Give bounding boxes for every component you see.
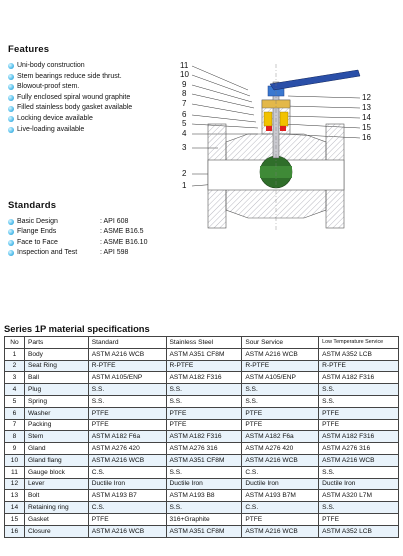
cell-sour-service: ASTM A216 WCB [242,525,319,537]
cell-no: 4 [5,384,25,396]
cell-sour-service: PTFE [242,419,319,431]
callout-5: 5 [182,119,187,128]
features-section [8,44,178,135]
bullet-icon [8,95,14,101]
cell-no: 8 [5,431,25,443]
cell-stainless-steel: ASTM A182 F316 [166,431,242,443]
cell-low-temperature-service: S.S. [319,502,399,514]
standards-list [8,217,198,258]
bullet-icon [8,74,14,80]
cell-standard: Ductile Iron [88,478,166,490]
cell-no: 1 [5,348,25,360]
cell-low-temperature-service: ASTM A276 316 [319,443,399,455]
cell-part: Retaining ring [24,502,88,514]
cell-low-temperature-service: PTFE [319,513,399,525]
callout-13: 13 [362,103,371,112]
cell-part: Stem [24,431,88,443]
col-header-stainless-steel: Stainless Steel [166,337,242,349]
bullet-icon [8,219,14,225]
cell-standard: PTFE [88,419,166,431]
callout-7: 7 [182,99,187,108]
cell-part: Seat Ring [24,360,88,372]
cell-part: Gasket [24,513,88,525]
cell-standard: ASTM A276 420 [88,443,166,455]
table-row [5,419,399,431]
cell-low-temperature-service: Ductile Iron [319,478,399,490]
cell-stainless-steel: ASTM A193 B8 [166,490,242,502]
table-row [5,407,399,419]
cell-standard: ASTM A182 F6a [88,431,166,443]
cell-stainless-steel: S.S. [166,395,242,407]
table-row [5,525,399,537]
cell-low-temperature-service: PTFE [319,419,399,431]
cell-low-temperature-service: ASTM A182 F316 [319,431,399,443]
table-row [5,454,399,466]
callout-11: 11 [180,61,189,70]
standard-row: Flange Ends : ASME B16.5 [8,227,198,237]
cell-stainless-steel: Ductile Iron [166,478,242,490]
cell-part: Spring [24,395,88,407]
cell-stainless-steel: 316+Graphite [166,513,242,525]
bullet-icon [8,250,14,256]
standards-section [8,200,198,258]
callout-2: 2 [182,169,187,178]
cell-no: 10 [5,454,25,466]
cell-low-temperature-service: S.S. [319,384,399,396]
lever-handle [270,70,360,90]
cell-sour-service: ASTM A193 B7M [242,490,319,502]
standard-row: Face to Face : ASME B16.10 [8,238,198,248]
cell-sour-service: C.S. [242,502,319,514]
cell-no: 15 [5,513,25,525]
features-list [8,61,178,135]
cell-standard: C.S. [88,466,166,478]
bullet-icon [8,127,14,133]
bullet-icon [8,84,14,90]
col-header-sour-service: Sour Service [242,337,319,349]
callout-16: 16 [362,133,371,142]
callout-12: 12 [362,93,371,102]
callout-8: 8 [182,89,187,98]
cell-standard: R-PTFE [88,360,166,372]
cell-low-temperature-service: R-PTFE [319,360,399,372]
cell-stainless-steel: ASTM A351 CF8M [166,525,242,537]
table-row [5,348,399,360]
cell-low-temperature-service: S.S. [319,395,399,407]
standards-title: Standards [8,200,57,211]
table-row [5,490,399,502]
col-header-no: No [5,337,25,349]
cell-standard: PTFE [88,513,166,525]
cell-no: 9 [5,443,25,455]
cell-part: Ball [24,372,88,384]
valve-cross-section-illustration [178,60,398,235]
standard-row: Inspection and Test : API 598 [8,248,198,258]
cell-sour-service: ASTM A105/ENP [242,372,319,384]
cell-sour-service: ASTM A216 WCB [242,348,319,360]
cell-standard: C.S. [88,502,166,514]
cell-no: 16 [5,525,25,537]
callout-4: 4 [182,129,187,138]
callout-3: 3 [182,143,187,152]
stem-seal-left [266,126,272,131]
cell-stainless-steel: S.S. [166,502,242,514]
cell-stainless-steel: PTFE [166,419,242,431]
bullet-icon [8,63,14,69]
cell-sour-service: ASTM A182 F6a [242,431,319,443]
cell-sour-service: ASTM A216 WCB [242,454,319,466]
table-row [5,466,399,478]
cell-no: 14 [5,502,25,514]
cell-stainless-steel: R-PTFE [166,360,242,372]
cell-standard: ASTM A216 WCB [88,348,166,360]
callout-15: 15 [362,123,371,132]
cell-part: Gland [24,443,88,455]
cell-part: Washer [24,407,88,419]
cell-no: 13 [5,490,25,502]
cell-sour-service: ASTM A276 420 [242,443,319,455]
cell-part: Plug [24,384,88,396]
cell-sour-service: PTFE [242,407,319,419]
bullet-icon [8,229,14,235]
cell-stainless-steel: ASTM A276 316 [166,443,242,455]
cell-no: 7 [5,419,25,431]
standard-row: Basic Design : API 608 [8,217,198,227]
cell-part: Gland flang [24,454,88,466]
cell-low-temperature-service: ASTM A216 WCB [319,454,399,466]
cell-no: 3 [5,372,25,384]
callout-9: 9 [182,80,187,89]
cell-part: Packing [24,419,88,431]
table-header-row [5,337,399,349]
table-row [5,513,399,525]
cell-low-temperature-service: PTFE [319,407,399,419]
cell-no: 5 [5,395,25,407]
cell-standard: ASTM A216 WCB [88,454,166,466]
table-row [5,478,399,490]
packing-right [280,112,288,126]
cell-standard: ASTM A193 B7 [88,490,166,502]
cell-standard: ASTM A105/ENP [88,372,166,384]
ball-valve-drawing [178,60,398,235]
cell-stainless-steel: PTFE [166,407,242,419]
cell-standard: ASTM A216 WCB [88,525,166,537]
col-header-low-temperature-service: Low Temperature Service [319,337,399,349]
right-leader-lines [282,96,360,138]
feature-item: Fully enclosed spiral wound graphite [8,93,178,104]
callout-1: 1 [182,181,187,190]
material-spec-table [4,336,399,538]
cell-no: 6 [5,407,25,419]
cell-no: 11 [5,466,25,478]
feature-item: Locking device available [8,114,178,125]
cell-stainless-steel: ASTM A351 CF8M [166,454,242,466]
cell-no: 12 [5,478,25,490]
cell-sour-service: R-PTFE [242,360,319,372]
col-header-parts: Parts [24,337,88,349]
cell-sour-service: C.S. [242,466,319,478]
callout-10: 10 [180,70,189,79]
cell-sour-service: S.S. [242,384,319,396]
cell-low-temperature-service: ASTM A320 L7M [319,490,399,502]
callout-6: 6 [182,110,187,119]
cell-stainless-steel: ASTM A182 F316 [166,372,242,384]
feature-item: Stem bearings reduce side thrust. [8,72,178,83]
series-title: Series 1P material specifications [4,323,150,334]
table-row [5,360,399,372]
features-title: Features [8,44,50,55]
table-row [5,431,399,443]
col-header-standard: Standard [88,337,166,349]
cell-part: Gauge block [24,466,88,478]
cell-sour-service: S.S. [242,395,319,407]
table-row [5,502,399,514]
cell-stainless-steel: S.S. [166,466,242,478]
cell-part: Lever [24,478,88,490]
bullet-icon [8,106,14,112]
feature-item: Live-loading available [8,125,178,136]
feature-item: Uni-body construction [8,61,178,72]
cell-standard: S.S. [88,395,166,407]
bullet-icon [8,240,14,246]
cell-stainless-steel: ASTM A351 CF8M [166,348,242,360]
cell-sour-service: Ductile Iron [242,478,319,490]
cell-low-temperature-service: ASTM A352 LCB [319,525,399,537]
table-row [5,372,399,384]
cell-standard: S.S. [88,384,166,396]
table-body [5,348,399,537]
callout-14: 14 [362,113,371,122]
table-row [5,384,399,396]
cell-low-temperature-service: ASTM A182 F316 [319,372,399,384]
cell-no: 2 [5,360,25,372]
cell-part: Bolt [24,490,88,502]
packing-left [264,112,272,126]
cell-sour-service: PTFE [242,513,319,525]
cell-low-temperature-service: S.S. [319,466,399,478]
cell-low-temperature-service: ASTM A352 LCB [319,348,399,360]
table-row [5,395,399,407]
cell-part: Body [24,348,88,360]
table-row [5,443,399,455]
feature-item: Blowout-proof stem. [8,82,178,93]
feature-item: Filled stainless body gasket available [8,103,178,114]
cell-part: Closure [24,525,88,537]
stem-seal-right [280,126,286,131]
cell-stainless-steel: S.S. [166,384,242,396]
bullet-icon [8,116,14,122]
cell-standard: PTFE [88,407,166,419]
